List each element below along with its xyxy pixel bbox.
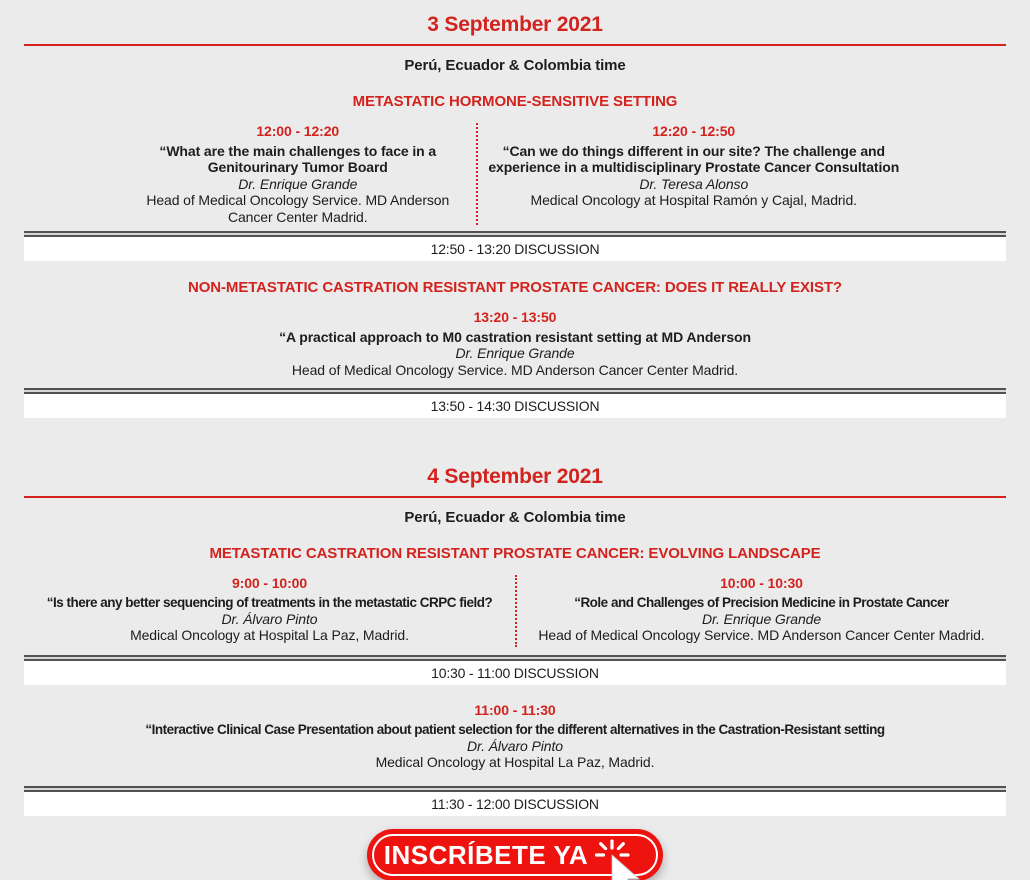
session-affiliation: Head of Medical Oncology Service. MD Anderson Cancer Center Madrid.: [146, 192, 450, 225]
session-affiliation: Head of Medical Oncology Service. MD Anderson Cancer Center Madrid.: [291, 361, 739, 378]
day-1-session-columns: [120, 123, 910, 225]
discussion-label: 11:30 - 12:00 DISCUSSION: [24, 792, 1006, 816]
discussion-bar: [24, 388, 1006, 418]
day-1-section: [0, 13, 1030, 418]
session-time: 9:00 - 10:00: [231, 575, 308, 592]
day-2-topic-heading-1: METASTATIC CASTRATION RESISTANT PROSTATE CANCER: EVOLVING LANDSCAPE: [209, 545, 821, 563]
discussion-bar: [24, 231, 1006, 261]
session-speaker: Dr. Enrique Grande: [455, 345, 575, 362]
discussion-label: 10:30 - 11:00 DISCUSSION: [24, 661, 1006, 685]
day-1-topic-heading-1: METASTATIC HORMONE-SENSITIVE SETTING: [352, 93, 678, 111]
day-2-title-rule: [24, 496, 1006, 498]
cta-container: [0, 829, 1030, 880]
session-affiliation: Medical Oncology at Hospital La Paz, Madrid.: [375, 754, 655, 771]
day-2-title: 4 September 2021: [427, 465, 603, 489]
session-card: [120, 123, 476, 225]
session-affiliation: Medical Oncology at Hospital Ramón y Cajal, Madrid.: [530, 192, 857, 209]
session-card: [476, 123, 911, 225]
session-speaker: Dr. Álvaro Pinto: [221, 610, 318, 627]
cursor-arrow: [612, 855, 639, 880]
day-1-title-rule: [24, 44, 1006, 46]
session-time: 10:00 - 10:30: [720, 575, 803, 592]
session-card: [515, 575, 1006, 647]
day-2-session-columns: [24, 575, 1006, 647]
session-time: 11:00 - 11:30: [474, 702, 556, 719]
session-speaker: Dr. Teresa Alonso: [639, 175, 749, 192]
day-2-section: [0, 465, 1030, 816]
click-cursor-icon: [596, 839, 646, 880]
session-title: “Role and Challenges of Precision Medicine in Prostate Cancer: [574, 594, 949, 610]
day-2-timezone-note: Perú, Ecuador & Colombia time: [404, 509, 626, 527]
session-affiliation: Head of Medical Oncology Service. MD Anderson Cancer Center Madrid.: [538, 627, 985, 644]
cta-label: INSCRÍBETE YA: [383, 839, 589, 870]
session-title: “What are the main challenges to face in a Genitourinary Tumor Board: [159, 142, 437, 176]
day-1-topic-heading-2: NON-METASTATIC CASTRATION RESISTANT PROSTATE CANCER: DOES IT REALLY EXIST?: [188, 279, 842, 297]
session-affiliation: Medical Oncology at Hospital La Paz, Madrid.: [130, 627, 409, 644]
session-time: 12:20 - 12:50: [652, 123, 736, 140]
discussion-bar: [24, 655, 1006, 685]
discussion-label: 13:50 - 14:30 DISCUSSION: [24, 394, 1006, 418]
session-speaker: Dr. Álvaro Pinto: [467, 737, 563, 754]
discussion-bar: [24, 786, 1006, 816]
inscribete-button[interactable]: [367, 829, 663, 880]
day-1-timezone-note: Perú, Ecuador & Colombia time: [404, 57, 626, 75]
session-speaker: Dr. Enrique Grande: [238, 175, 358, 192]
session-title: “Is there any better sequencing of treatments in the metastatic CRPC field?: [46, 594, 493, 610]
session-title: “Interactive Clinical Case Presentation about patient selection for the different alternatives in the Castration-Resistant setting: [145, 721, 885, 737]
discussion-label: 12:50 - 13:20 DISCUSSION: [24, 237, 1006, 261]
session-card: [0, 702, 1030, 770]
session-title: “Can we do things different in our site? The challenge and experience in a multidisciplinary Prostate Cancer Consultation: [488, 142, 900, 176]
session-card: [24, 575, 515, 647]
session-title: “A practical approach to M0 castration resistant setting at MD Anderson: [279, 328, 751, 345]
session-card: [0, 309, 1030, 378]
day-1-title: 3 September 2021: [427, 13, 603, 36]
session-time: 12:00 - 12:20: [256, 123, 340, 140]
session-speaker: Dr. Enrique Grande: [701, 610, 822, 627]
click-burst-rays: [597, 841, 629, 855]
session-time: 13:20 - 13:50: [473, 309, 557, 326]
